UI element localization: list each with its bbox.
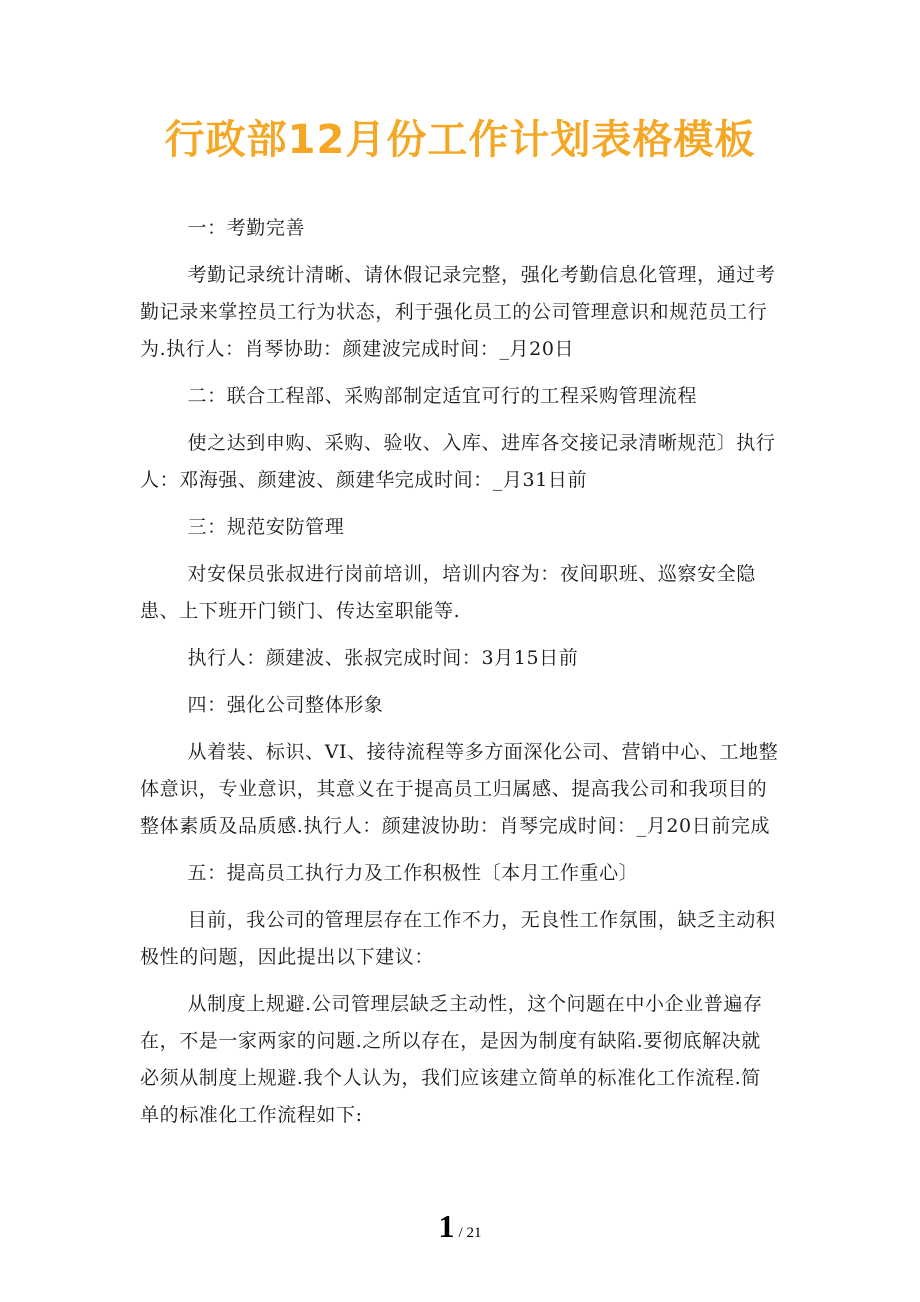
body-paragraph: 执行人：颜建波、张叔完成时间：3月15日前 [187, 647, 579, 669]
section-heading: 二：联合工程部、采购部制定适宜可行的工程采购管理流程 [187, 385, 698, 407]
body-paragraph: 从着装、标识、VI、接待流程等多方面深化公司、营销中心、工地整体意识，专业意识，其意义在于提高员工归属感、提高我公司和我项目的整体素质及品质感.执行人：颜建波协助：肖琴完成时间：_月20日前完成 [140, 741, 779, 837]
document-title: 行政部12月份工作计划表格模板 [164, 117, 756, 163]
document-body [140, 210, 780, 1144]
body-paragraph: 对安保员张叔进行岗前培训，培训内容为：夜间职班、巡察安全隐患、上下班开门锁门、传达室职能等. [140, 563, 756, 622]
body-paragraph: 考勤记录统计清晰、请休假记录完整，强化考勤信息化管理，通过考勤记录来掌控员工行为状态，利于强化员工的公司管理意识和规范员工行为.执行人：肖琴协助：颜建波完成时间：_月20日 [140, 264, 776, 360]
body-paragraph: 使之达到申购、采购、验收、入库、进库各交接记录清晰规范〕执行人：邓海强、颜建波、颜建华完成时间：_月31日前 [140, 432, 776, 491]
section-heading: 四：强化公司整体形象 [187, 694, 384, 716]
body-paragraph: 目前，我公司的管理层存在工作不力，无良性工作氛围，缺乏主动积极性的问题，因此提出以下建议： [140, 909, 776, 968]
body-paragraph: 从制度上规避.公司管理层缺乏主动性，这个问题在中小企业普遍存在，不是一家两家的问题.之所以存在，是因为制度有缺陷.要彻底解决就必须从制度上规避.我个人认为，我们应该建立简单的标准化工作流程.简单的标准化工作流程如下: [140, 993, 763, 1126]
section-heading: 一：考勤完善 [187, 217, 306, 239]
page-footer [0, 1208, 920, 1245]
section-heading: 五：提高员工执行力及工作积极性〔本月工作重心〕 [187, 862, 639, 884]
page-total: / 21 [458, 1225, 482, 1241]
section-heading: 三：规范安防管理 [187, 516, 345, 538]
page-number: 1 [438, 1208, 455, 1244]
